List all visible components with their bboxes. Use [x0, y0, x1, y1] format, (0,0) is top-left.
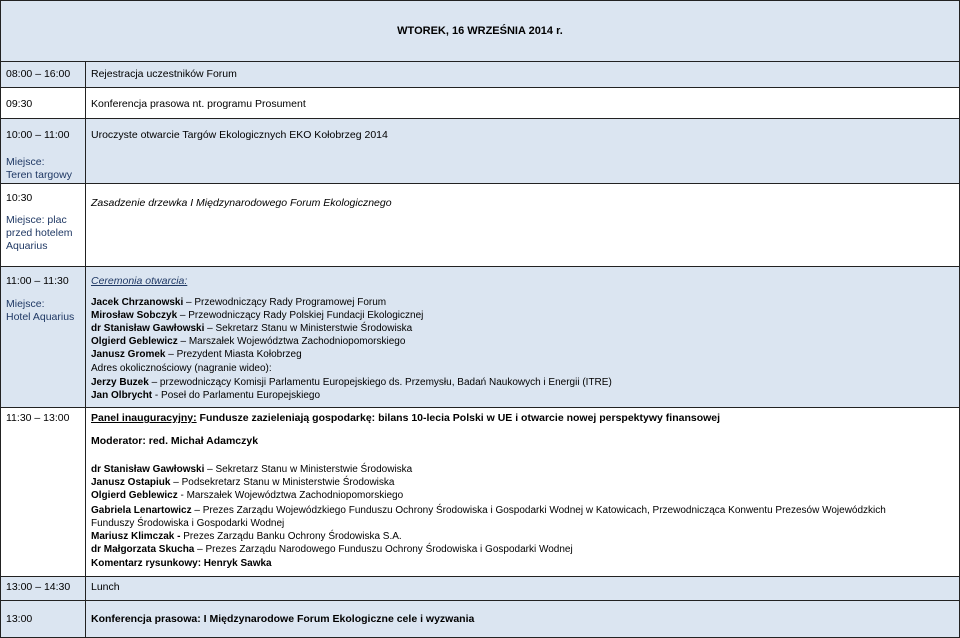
agenda-row-press	[1, 88, 959, 119]
agenda-row-panel	[1, 408, 959, 577]
event-label: Lunch	[91, 581, 120, 593]
day-title: WTOREK, 16 WRZEŚNIA 2014 r.	[397, 25, 563, 37]
cartoon-comment-line: Komentarz rysunkowy: Henryk Sawka	[91, 558, 272, 569]
speaker-line: Janusz Gromek – Prezydent Miasta Kołobrzeg	[91, 349, 302, 360]
speaker-line: dr Stanisław Gawłowski – Sekretarz Stanu w Ministerstwie Środowiska	[91, 323, 413, 334]
event-label: Uroczyste otwarcie Targów Ekologicznych EKO Kołobrzeg 2014	[91, 129, 388, 141]
speaker-line: Jan Olbrycht - Poseł do Parlamentu Europejskiego	[91, 390, 321, 401]
panelist-line: Mariusz Klimczak - Prezes Zarządu Banku Ochrony Środowiska S.A.	[91, 531, 402, 542]
agenda-row-tree-planting	[1, 184, 959, 267]
time-label: 10:30	[6, 192, 33, 204]
speaker-line: Mirosław Sobczyk – Przewodniczący Rady Polskiej Fundacji Ekologicznej	[91, 310, 424, 321]
event-label: Zasadzenie drzewka I Międzynarodowego Forum Ekologicznego	[91, 197, 392, 209]
agenda-row-press-conference	[1, 601, 959, 637]
time-label: 13:00 – 14:30	[6, 581, 71, 593]
place-label: Miejsce: Hotel Aquarius	[6, 298, 75, 323]
panelist-line: dr Stanisław Gawłowski – Sekretarz Stanu w Ministerstwie Środowiska	[91, 464, 413, 475]
time-cell	[1, 408, 86, 576]
speaker-line: Olgierd Geblewicz – Marszałek Województwa Zachodniopomorskiego	[91, 336, 406, 347]
agenda-row-opening-fair	[1, 119, 959, 184]
place-label: Miejsce: plac przed hotelem Aquarius	[6, 214, 73, 252]
time-label: 13:00	[6, 613, 33, 625]
speaker-line: Jerzy Buzek – przewodniczący Komisji Parlamentu Europejskiego ds. Przemysłu, Badań Naukowych i Energii (ITRE)	[91, 377, 612, 388]
time-label: 09:30	[6, 98, 33, 110]
event-label: Rejestracja uczestników Forum	[91, 68, 237, 80]
time-label: 11:00 – 11:30	[6, 275, 69, 287]
place-label: Miejsce: Teren targowy	[6, 156, 72, 181]
video-address-label: Adres okolicznościowy (nagranie wideo):	[91, 363, 272, 374]
agenda-row-registration	[1, 62, 959, 88]
event-label: Konferencja prasowa nt. programu Prosument	[91, 98, 306, 110]
moderator-label: Moderator: red. Michał Adamczyk	[91, 435, 259, 447]
panelist-line: Janusz Ostapiuk – Podsekretarz Stanu w Ministerstwie Środowiska	[91, 477, 395, 488]
agenda-row-lunch	[1, 577, 959, 601]
time-label: 10:00 – 11:00	[6, 129, 70, 141]
panelist-line: Gabriela Lenartowicz – Prezes Zarządu Wojewódzkiego Funduszu Ochrony Środowiska i Gospodarki Wodnej w Katowicach, Przewodnicząca Konwentu Prezesów Wojewódzkich Funduszy Środowiska i Gospodarki Wodnej	[91, 505, 886, 530]
speaker-line: Jacek Chrzanowski – Przewodniczący Rady Programowej Forum	[91, 297, 387, 308]
ceremony-title: Ceremonia otwarcia:	[91, 275, 188, 287]
panelist-line: dr Małgorzata Skucha – Prezes Zarządu Narodowego Funduszu Ochrony Środowiska i Gospodarki Wodnej	[91, 544, 573, 555]
time-label: 11:30 – 13:00	[6, 412, 70, 424]
event-label: Konferencja prasowa: I Międzynarodowe Forum Ekologiczne cele i wyzwania	[91, 613, 475, 625]
agenda-row-ceremony	[1, 267, 959, 408]
panel-heading: Panel inauguracyjny: Fundusze zazieleniają gospodarkę: bilans 10-lecia Polski w UE i otwarcie nowej perspektywy finansowej	[91, 412, 721, 424]
panelist-line: Olgierd Geblewicz - Marszałek Województwa Zachodniopomorskiego	[91, 490, 404, 501]
day-header	[1, 1, 959, 62]
time-cell	[1, 267, 86, 407]
time-label: 08:00 – 16:00	[6, 68, 71, 80]
